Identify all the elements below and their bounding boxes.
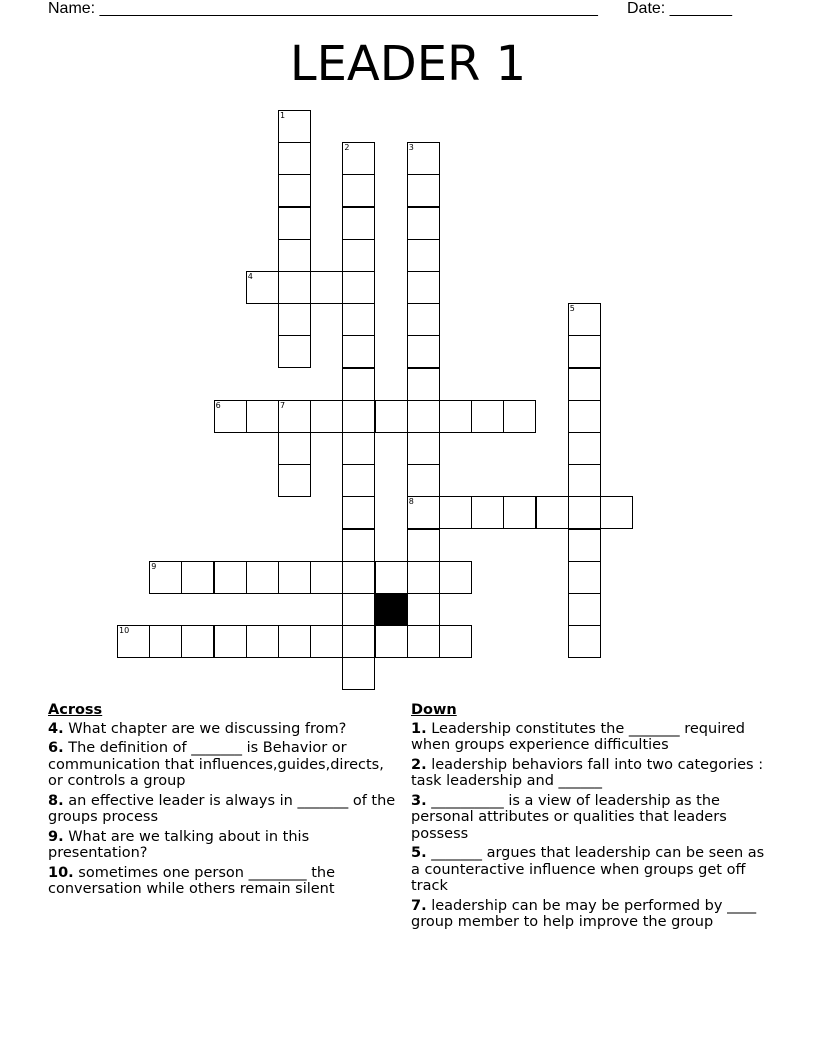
answer-cell[interactable] — [568, 335, 601, 368]
answer-cell[interactable] — [181, 625, 214, 658]
clue-number: 1. — [411, 720, 427, 737]
cell-number: 10 — [119, 626, 130, 636]
answer-cell[interactable] — [407, 464, 440, 497]
across-heading: Across — [48, 702, 103, 718]
cell-number: 4 — [247, 272, 253, 281]
answer-cell[interactable] — [407, 207, 440, 240]
answer-cell[interactable] — [568, 496, 601, 529]
answer-cell[interactable] — [214, 625, 247, 658]
answer-cell[interactable] — [407, 561, 440, 594]
cell-number: 6 — [215, 400, 221, 410]
answer-cell[interactable] — [310, 400, 343, 433]
answer-cell[interactable] — [471, 400, 504, 433]
answer-cell[interactable] — [278, 142, 311, 175]
answer-cell[interactable] — [568, 432, 601, 465]
name-field-label: Name: ________________________________________________________ — [48, 0, 598, 17]
answer-cell[interactable] — [149, 625, 182, 658]
clue-number: 3. — [411, 792, 427, 809]
answer-cell[interactable] — [310, 271, 343, 304]
clue-across-10 — [48, 865, 400, 898]
answer-cell[interactable] — [278, 207, 311, 240]
answer-cell[interactable] — [342, 142, 375, 175]
answer-cell[interactable] — [278, 110, 311, 143]
clue-text: What are we talking about in this presentation? — [48, 828, 310, 861]
answer-cell[interactable] — [407, 432, 440, 465]
answer-cell[interactable] — [342, 239, 375, 272]
answer-cell[interactable] — [246, 271, 279, 304]
clue-number: 6. — [48, 740, 64, 756]
answer-cell[interactable] — [117, 625, 150, 658]
blocked-cell — [375, 593, 408, 626]
clue-number: 8. — [48, 792, 64, 809]
clue-text: What chapter are we discussing from? — [63, 720, 347, 737]
answer-cell[interactable] — [568, 625, 601, 658]
clue-number: 10. — [48, 864, 74, 881]
clue-text: an effective leader is always in _______ of the groups process — [48, 792, 396, 825]
clue-across-4 — [48, 721, 400, 738]
cell-number: 9 — [151, 561, 157, 571]
clue-down-7 — [411, 898, 771, 931]
clue-number: 5. — [411, 845, 427, 861]
answer-cell[interactable] — [342, 464, 375, 497]
answer-cell[interactable] — [278, 174, 311, 207]
clue-text: sometimes one person ________ the conversation while others remain silent — [48, 864, 335, 897]
clue-text: leadership can be may be performed by ____ group member to help improve the group — [411, 897, 757, 930]
cell-number: 2 — [344, 143, 350, 153]
clue-number: 4. — [48, 720, 64, 737]
answer-cell[interactable] — [278, 464, 311, 497]
clue-across-9 — [48, 829, 400, 862]
answer-cell[interactable] — [407, 368, 440, 401]
answer-cell[interactable] — [278, 271, 311, 304]
answer-cell[interactable] — [342, 593, 375, 626]
date-field-label: Date: _______ — [627, 0, 732, 17]
down-clues — [411, 702, 771, 934]
clue-down-1 — [411, 721, 771, 754]
answer-cell[interactable] — [342, 561, 375, 594]
clue-down-3 — [411, 793, 771, 843]
answer-cell[interactable] — [407, 529, 440, 562]
answer-cell[interactable] — [246, 400, 279, 433]
answer-cell[interactable] — [278, 239, 311, 272]
answer-cell[interactable] — [439, 496, 472, 529]
answer-cell[interactable] — [342, 432, 375, 465]
clue-across-8 — [48, 793, 400, 826]
answer-cell[interactable] — [439, 625, 472, 658]
answer-cell[interactable] — [342, 303, 375, 336]
answer-cell[interactable] — [568, 593, 601, 626]
answer-cell[interactable] — [375, 625, 408, 658]
answer-cell[interactable] — [439, 400, 472, 433]
page-title: LEADER 1 — [289, 36, 527, 92]
cell-number: 7 — [280, 400, 286, 410]
clue-down-5 — [411, 845, 771, 895]
answer-cell[interactable] — [375, 400, 408, 433]
answer-cell[interactable] — [407, 496, 440, 529]
answer-cell[interactable] — [310, 625, 343, 658]
cell-number: 3 — [408, 143, 414, 153]
answer-cell[interactable] — [375, 561, 408, 594]
answer-cell[interactable] — [149, 561, 182, 594]
answer-cell[interactable] — [342, 271, 375, 304]
clue-text: leadership behaviors fall into two categories : task leadership and ______ — [411, 756, 764, 789]
answer-cell[interactable] — [407, 174, 440, 207]
clue-number: 9. — [48, 828, 64, 845]
answer-cell[interactable] — [536, 496, 569, 529]
answer-cell[interactable] — [407, 335, 440, 368]
clue-text: __________ is a view of leadership as the personal attributes or qualities that leaders possess — [411, 792, 727, 842]
clue-across-6 — [48, 740, 400, 790]
answer-cell[interactable] — [278, 561, 311, 594]
answer-cell[interactable] — [407, 400, 440, 433]
answer-cell[interactable] — [407, 625, 440, 658]
cell-number: 8 — [408, 497, 414, 507]
clue-number: 2. — [411, 756, 427, 773]
answer-cell[interactable] — [568, 464, 601, 497]
answer-cell[interactable] — [342, 529, 375, 562]
answer-cell[interactable] — [471, 496, 504, 529]
answer-cell[interactable] — [214, 400, 247, 433]
answer-cell[interactable] — [342, 400, 375, 433]
answer-cell[interactable] — [342, 174, 375, 207]
answer-cell[interactable] — [278, 335, 311, 368]
answer-cell[interactable] — [181, 561, 214, 594]
answer-cell[interactable] — [568, 368, 601, 401]
answer-cell[interactable] — [342, 496, 375, 529]
answer-cell[interactable] — [342, 657, 375, 690]
answer-cell[interactable] — [568, 561, 601, 594]
answer-cell[interactable] — [278, 432, 311, 465]
answer-cell[interactable] — [503, 400, 536, 433]
cell-number: 1 — [280, 111, 286, 120]
answer-cell[interactable] — [278, 303, 311, 336]
answer-cell[interactable] — [407, 593, 440, 626]
answer-cell[interactable] — [407, 303, 440, 336]
answer-cell[interactable] — [278, 400, 311, 433]
answer-cell[interactable] — [342, 335, 375, 368]
answer-cell[interactable] — [407, 142, 440, 175]
answer-cell[interactable] — [342, 625, 375, 658]
answer-cell[interactable] — [600, 496, 633, 529]
clue-down-2 — [411, 757, 771, 790]
answer-cell[interactable] — [407, 271, 440, 304]
answer-cell[interactable] — [503, 496, 536, 529]
answer-cell[interactable] — [439, 561, 472, 594]
answer-cell[interactable] — [278, 625, 311, 658]
cell-number: 5 — [569, 304, 575, 314]
down-heading: Down — [411, 702, 457, 718]
answer-cell[interactable] — [568, 303, 601, 336]
across-clues — [48, 702, 400, 901]
answer-cell[interactable] — [407, 239, 440, 272]
answer-cell[interactable] — [310, 561, 343, 594]
answer-cell[interactable] — [568, 400, 601, 433]
answer-cell[interactable] — [246, 561, 279, 594]
answer-cell[interactable] — [246, 625, 279, 658]
clue-text: The definition of _______ is Behavior or communication that influences,guides,directs, or controls a group — [48, 740, 384, 789]
clue-text: _______ argues that leadership can be seen as a counteractive influence when groups get off track — [411, 845, 765, 894]
clue-number: 7. — [411, 897, 427, 914]
answer-cell[interactable] — [568, 529, 601, 562]
answer-cell[interactable] — [342, 368, 375, 401]
clue-text: Leadership constitutes the _______ required when groups experience difficulties — [411, 720, 745, 753]
answer-cell[interactable] — [214, 561, 247, 594]
answer-cell[interactable] — [342, 207, 375, 240]
